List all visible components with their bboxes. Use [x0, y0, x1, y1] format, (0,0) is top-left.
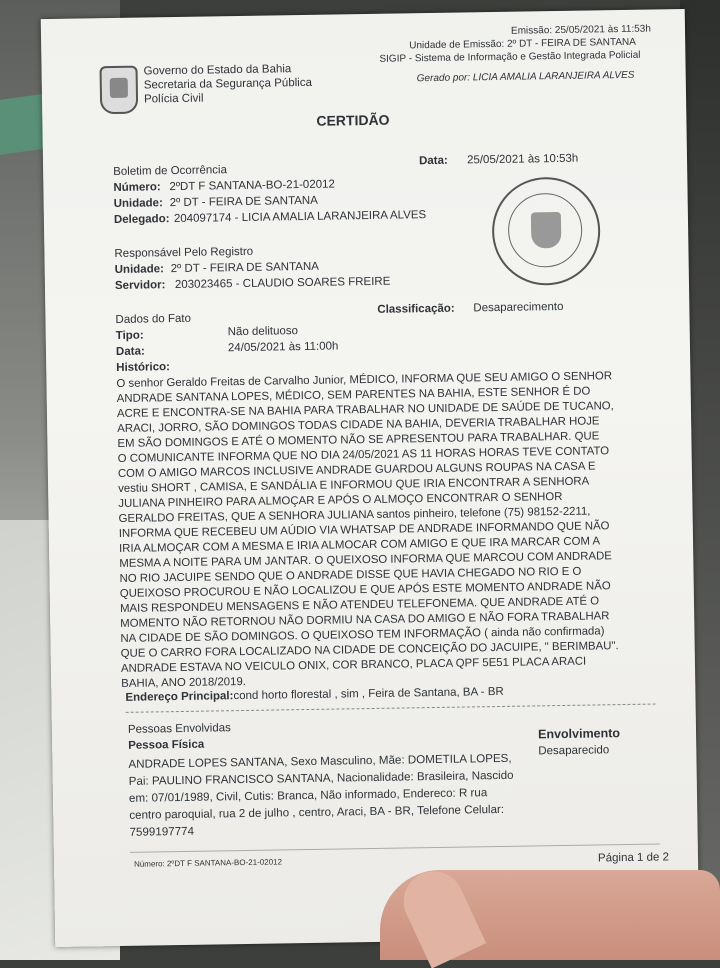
- police-seal-stamp: [491, 176, 601, 286]
- section-divider: [126, 704, 656, 713]
- historico-line: QUE O CARRO FORA LOCALIZADO NA CIDADE DE CONCEIÇÃO DO JACUIPE, " BERIMBAU".: [120, 640, 619, 660]
- historico-line: BAHIA, ANO 2018/2019.: [121, 675, 247, 690]
- historico-line: EM SÃO DOMINGOS E ATÉ O MOMENTO NÃO SE APRESENTOU PARA TRABALHAR. QUE: [117, 430, 600, 450]
- fato-data-value: 24/05/2021 às 11:00h: [227, 340, 339, 355]
- registro-unidade-value: 2º DT - FEIRA DE SANTANA: [170, 260, 319, 276]
- classificacao-value: Desaparecimento: [473, 300, 564, 315]
- historico-line: NA CIDADE DE SÃO DOMINGOS. O QUEIXOSO TEM INFORMAÇÃO ( ainda não confirmada): [120, 625, 605, 645]
- gov-line1: Governo do Estado da Bahia: [143, 63, 292, 78]
- historico-line: IRIA ALMOÇAR COM A MESMA E IRIA ALMOCAR COM AMIGO E QUE IRA MARCAR COM A: [118, 535, 601, 555]
- registro-label: Responsável Pelo Registro: [114, 245, 254, 260]
- numero-label: Número:: [113, 181, 161, 194]
- pessoa-detail-line: Pai: PAULINO FRANCISCO SANTANA, Nacionalidade: Brasileira, Nascido: [128, 768, 514, 788]
- sigip-text: SIGIP - Sistema de Informação e Gestão Integrada Policial: [379, 49, 641, 65]
- historico-line: O COMUNICANTE INFORMA QUE NO DIA 24/05/2021 AS 11 HORAS HORAS TEVE CONTATO: [117, 445, 610, 465]
- historico-line: ANDRADE SANTANA LOPES, MÉDICO, SEM PARENTES NA BAHIA, ESTE SENHOR É DO: [116, 385, 591, 405]
- page-title: CERTIDÃO: [316, 111, 390, 129]
- historico-line: INFORMA QUE RECEBEU UM AÚDIO VIA WHATSAP DE ANDRADE INFORMANDO QUE NÃO: [118, 520, 610, 540]
- tipo-value: Não delituoso: [227, 325, 299, 339]
- historico-line: ARACI, JORRO, SÃO DOMINGOS TODAS CIDADE NA BAHIA, DEVERIA TRABALHAR HOJE: [117, 415, 600, 435]
- historico-line: ACRE E ENCONTRA-SE NA BAHIA PARA TRABALHAR NO UNIDADE DE SAÚDE DE TUCANO,: [116, 400, 614, 420]
- gerado-por-text: Gerado por: LICIA AMALIA LARANJEIRA ALVES: [416, 69, 635, 85]
- historico-label: Histórico:: [116, 361, 170, 374]
- historico-line: QUEIXOSO PROCUROU E NÃO LOCALIZOU E QUE APÓS ESTE MOMENTO ANDRADE NÃO: [119, 580, 611, 600]
- envolvimento-label: Envolvimento: [537, 726, 621, 742]
- footer-divider: [130, 843, 660, 852]
- unidade-value: 2º DT - FEIRA DE SANTANA: [169, 194, 318, 210]
- classificacao-label: Classificação:: [377, 302, 455, 316]
- envolvimento-value: Desaparecido: [538, 744, 610, 758]
- tipo-label: Tipo:: [115, 329, 144, 342]
- footer-numero: Número: 2ºDT F SANTANA-BO-21-02012: [133, 857, 283, 869]
- registro-unidade-label: Unidade:: [114, 263, 164, 276]
- servidor-label: Servidor:: [114, 279, 166, 292]
- emissao-text: Emissão: 25/05/2021 às 11:53h: [510, 23, 651, 37]
- certidao-document: [41, 9, 699, 947]
- unidade-emissao-text: Unidade de Emissão: 2º DT - FEIRA DE SANTANA: [409, 36, 636, 52]
- delegado-label: Delegado:: [113, 213, 170, 226]
- pessoa-detail-line: em: 07/01/1989, Civil, Cutis: Branca, Não informado, Endereco: R rua: [128, 786, 488, 805]
- historico-line: vestiu SHORT , CAMISA, E SANDÁLIA E INFORMOU QUE IRIA ENCONTRAR A SENHORA: [118, 475, 590, 495]
- gov-line2: Secretaria da Segurança Pública: [143, 76, 313, 92]
- servidor-value: 203023465 - CLAUDIO SOARES FREIRE: [174, 275, 391, 292]
- historico-line: GERALDO FREITAS, QUE A SENHORA JULIANA santos pinheiro, telefone (75) 98152-2211,: [118, 505, 591, 525]
- numero-value: 2ºDT F SANTANA-BO-21-02012: [169, 178, 335, 194]
- historico-line: MESMA A NOITE PARA UM JANTAR. O QUEIXOSO INFORMA QUE MARCOU COM ANDRADE: [119, 550, 612, 570]
- pessoa-detail-line: ANDRADE LOPES SANTANA, Sexo Masculino, Mãe: DOMETILA LOPES,: [128, 751, 512, 771]
- data-label: Data:: [418, 154, 448, 168]
- footer-pagina: Página 1 de 2: [597, 851, 670, 865]
- boletim-label: Boletim de Ocorrência: [113, 164, 228, 178]
- gov-line3: Polícia Civil: [143, 92, 204, 106]
- historico-line: NO RIO JACUIPE SENDO QUE O ANDRADE DISSE QUE HAVIA CHEGADO NO RIO E O: [119, 565, 582, 585]
- historico-line: COM O AMIGO MARCOS INCLUSIVE ANDRADE GUARDOU ALGUNS ROUPAS NA CASA E: [117, 460, 596, 480]
- pessoa-fisica-label: Pessoa Física: [128, 738, 205, 752]
- fato-data-label: Data:: [115, 345, 145, 358]
- historico-line: O senhor Geraldo Freitas de Carvalho Junior, MÉDICO, INFORMA QUE SEU AMIGO O SENHOR: [116, 370, 613, 390]
- pessoa-detail-line: 7599197774: [129, 824, 195, 839]
- historico-line: ANDRADE ESTAVA NO VEICULO ONIX, COR BRANCO, PLACA QPF 5E51 PLACA ARACI: [120, 655, 587, 675]
- delegado-value: 204097174 - LICIA AMALIA LARANJEIRA ALVES: [173, 209, 427, 226]
- endereco-value: cond horto florestal , sim , Feira de Santana, BA - BR: [233, 685, 504, 703]
- pessoa-detail-line: centro paroquial, rua 2 de julho , centro, Araci, BA - BR, Telefone Celular:: [129, 802, 505, 822]
- data-value: 25/05/2021 às 10:53h: [466, 152, 579, 167]
- bahia-coat-of-arms-logo: [99, 66, 138, 115]
- fato-label: Dados do Fato: [115, 312, 192, 326]
- historico-line: MOMENTO NÃO RETORNOU NÃO DORMIU NA CASA DO AMIGO E NÃO FORA TRABALHAR: [120, 610, 610, 630]
- historico-line: JULIANA PINHEIRO PARA ALMOÇAR E APÓS O ALMOÇO ENCONTRAR O SENHOR: [118, 490, 563, 510]
- historico-line: MAIS RESPONDEU MENSAGENS E NÃO ATENDEU TELEFONEMA. QUE ANDRADE ATÉ O: [119, 595, 600, 615]
- pessoas-label: Pessoas Envolvidas: [127, 722, 231, 736]
- unidade-label: Unidade:: [113, 197, 163, 210]
- endereco-label: Endereço Principal:: [125, 690, 234, 704]
